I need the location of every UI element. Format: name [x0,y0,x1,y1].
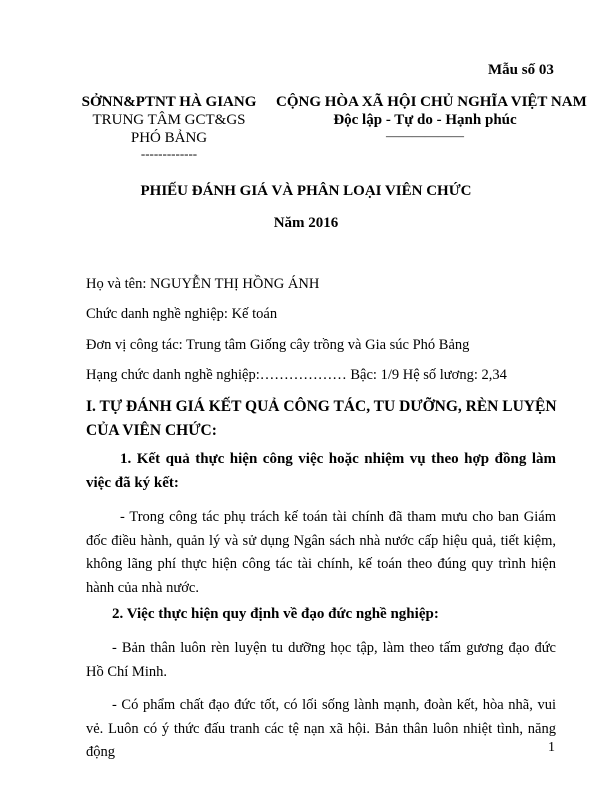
country-name: CỘNG HÒA XÃ HỘI CHỦ NGHĨA VIỆT NAM [276,94,587,110]
document-title: PHIẾU ĐÁNH GIÁ VÀ PHÂN LOẠI VIÊN CHỨC [140,183,472,199]
item2-text2: - Có phẩm chất đạo đức tốt, có lối sống lành mạnh, đoàn kết, hòa nhã, vui vẻ. Luôn có ý thức đấu tranh các tệ nạn xã hội. Bản thân luôn nhiệt tình, năng động [86,697,556,760]
item1-text: - Trong công tác phụ trách kế toán tài chính đã tham mưu cho ban Giám đốc điều hành, quản lý và sử dụng Ngân sách nhà nước cấp hiệu quả, tiết kiệm, không lãng phí thực hiện công tác tài chính, kế toán theo đúng quy trình hiện hành của nhà nước. [86,509,556,596]
right-header [276,93,587,143]
motto: Độc lập - Tự do - Hạnh phúc [333,112,517,128]
info-name: Họ và tên: NGUYỄN THỊ HỒNG ÁNH [86,276,320,292]
left-header-divider: ------------- [140,146,198,161]
section1-heading: I. TỰ ĐÁNH GIÁ KẾT QUẢ CÔNG TÁC, TU DƯỠNG, RÈN LUYỆN CỦA VIÊN CHỨC: [86,398,557,439]
form-number: Mẫu số 03 [488,62,554,78]
item2-heading: 2. Việc thực hiện quy định về đạo đức nghề nghiệp: [112,606,439,622]
item1-heading: 1. Kết quả thực hiện công việc hoặc nhiệm vụ theo hợp đồng làm việc đã ký kết: [86,451,556,491]
center-name: TRUNG TÂM GCT&GS [92,112,246,128]
document-year: Năm 2016 [273,215,339,231]
info-unit: Đơn vị công tác: Trung tâm Giống cây trồng và Gia súc Phó Bảng [86,337,470,353]
item2-text1: - Bản thân luôn rèn luyện tu dưỡng học tập, làm theo tấm gương đạo đức Hồ Chí Minh. [86,640,556,680]
page-number: 1 [548,740,555,755]
info-rank: Hạng chức danh nghề nghiệp:……………… Bậc: 1/9 Hệ số lương: 2,34 [86,367,507,383]
info-position: Chức danh nghề nghiệp: Kế toán [86,306,278,322]
left-header [80,93,258,160]
department-name: SỞNN&PTNT HÀ GIANG [81,94,257,110]
right-header-divider: —————— [386,128,464,143]
center-location: PHÓ BẢNG [130,130,208,146]
